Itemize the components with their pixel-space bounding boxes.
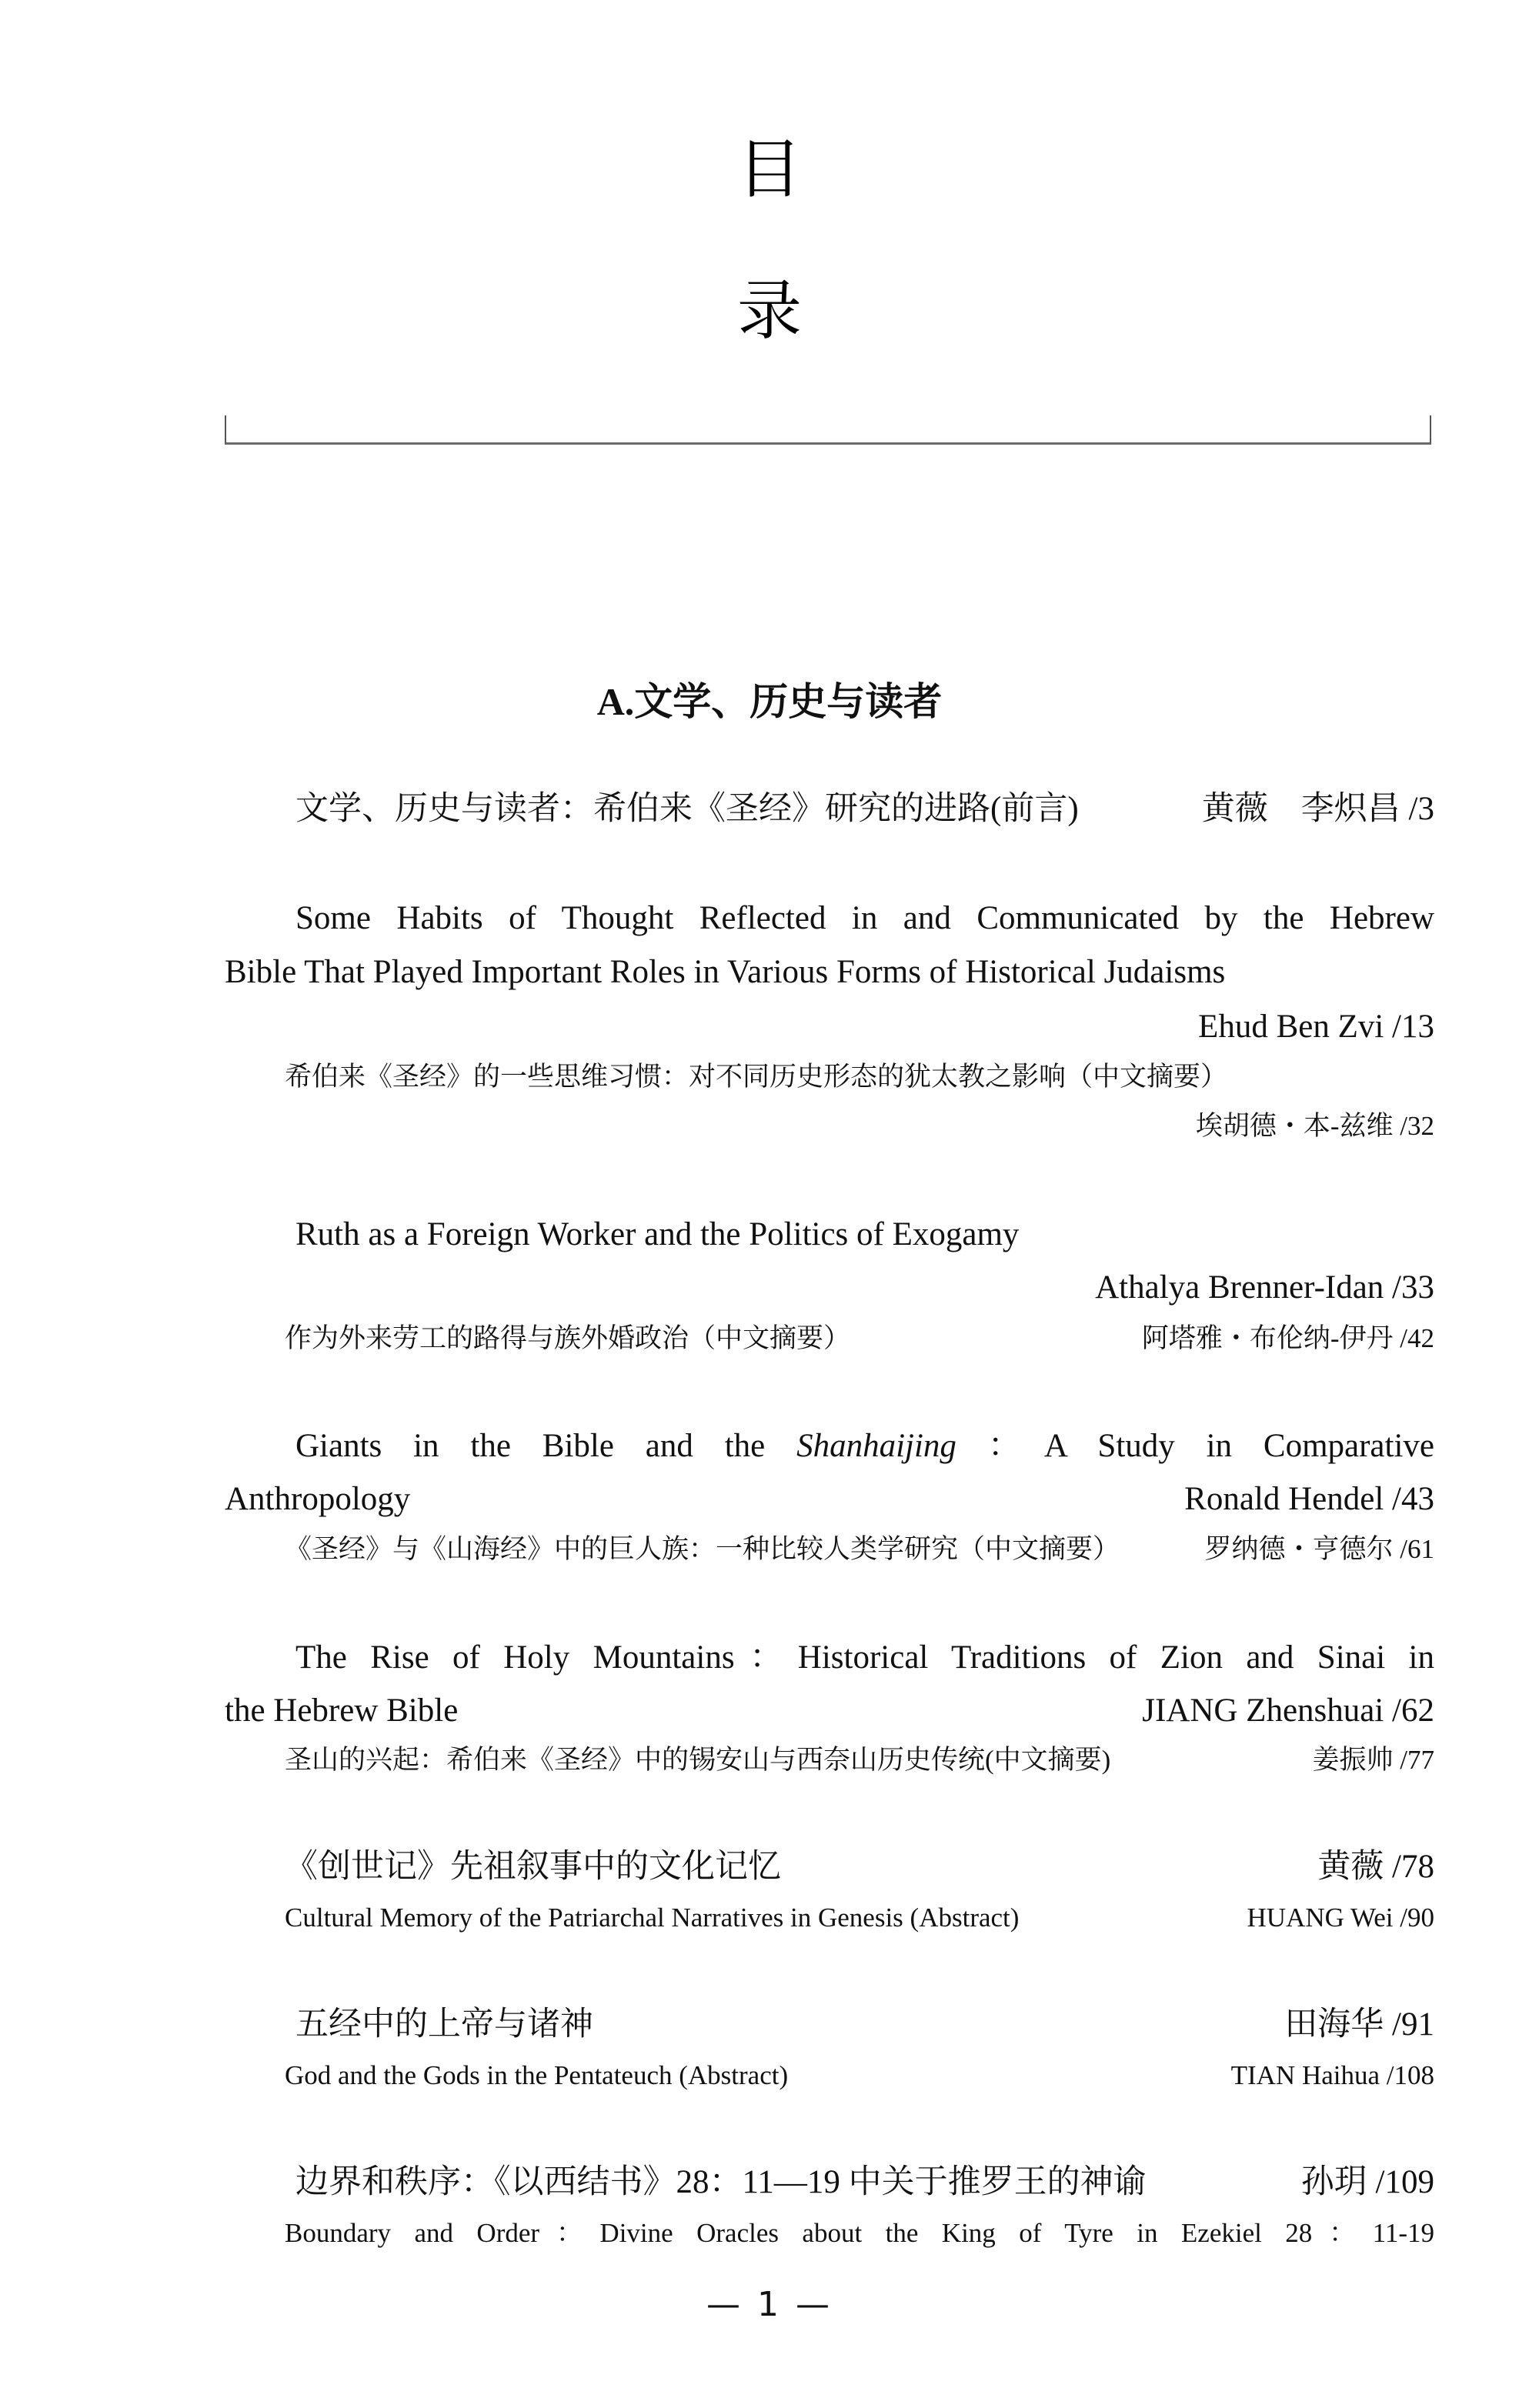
- abstract-row[interactable]: [225, 1536, 1434, 1563]
- entry-author: Ehud Ben Zvi /13: [1198, 1009, 1434, 1045]
- title-italic-part: Shanhaijing: [796, 1428, 956, 1464]
- entry-title-line-2: the Hebrew Bible: [225, 1693, 459, 1729]
- abstract-author: 埃胡德・本-兹维 /32: [1195, 1111, 1434, 1141]
- entry-title: 边界和秩序：《以西结书》28：11—19 中关于推罗王的神谕: [295, 2164, 1147, 2200]
- entry-title-line-2[interactable]: Bible That Played Important Roles in Various Forms of Historical Judaisms: [225, 954, 1226, 990]
- abstract-title: 圣山的兴起：希伯来《圣经》中的锡安山与西奈山历史传统(中文摘要): [285, 1745, 1111, 1775]
- toc-entry[interactable]: [225, 1850, 1434, 1883]
- entry-title: 《创世记》先祖叙事中的文化记忆: [285, 1849, 781, 1885]
- abstract-title: 《圣经》与《山海经》中的巨人族：一种比较人类学研究（中文摘要）: [285, 1534, 1120, 1564]
- toc-entry[interactable]: [225, 2008, 1434, 2041]
- entry-title-line-1[interactable]: The Rise of Holy Mountains：Historical Traditions of Zion and Sinai in: [295, 1639, 1434, 1676]
- abstract-title: Cultural Memory of the Patriarchal Narratives in Genesis (Abstract): [285, 1903, 1020, 1933]
- entry-author: JIANG Zhenshuai /62: [1142, 1693, 1434, 1729]
- abstract-title[interactable]: Boundary and Order：Divine Oracles about the King of Tyre in Ezekiel 28：11-19: [285, 2218, 1434, 2248]
- section-heading: A.文学、历史与读者: [596, 680, 943, 723]
- entry-title-line-1[interactable]: Some Habits of Thought Reflected in and Communicated by the Hebrew: [295, 900, 1434, 936]
- entry-author: 黄薇 李炽昌 /3: [1201, 791, 1434, 827]
- page-title-char-2: 录: [736, 273, 802, 349]
- toc-entry-row[interactable]: [225, 1694, 1434, 1727]
- abstract-title[interactable]: 希伯来《圣经》的一些思维习惯：对不同历史形态的犹太教之影响（中文摘要）: [285, 1062, 1228, 1092]
- toc-entry[interactable]: [225, 792, 1434, 825]
- entry-author: Athalya Brenner-Idan /33: [1095, 1269, 1434, 1306]
- entry-author: 黄薇 /78: [1317, 1849, 1434, 1885]
- title-part: Giants in the Bible and the: [295, 1428, 766, 1464]
- abstract-title: 作为外来劳工的路得与族外婚政治（中文摘要）: [285, 1323, 851, 1353]
- abstract-title: God and the Gods in the Pentateuch (Abstract): [285, 2060, 789, 2090]
- title-bracket-rule: [225, 415, 1431, 445]
- entry-author: Ronald Hendel /43: [1184, 1481, 1434, 1517]
- page-title-char-1: 目: [736, 132, 802, 207]
- toc-entry-row[interactable]: [225, 1482, 1434, 1516]
- abstract-author: 姜振帅 /77: [1312, 1745, 1434, 1775]
- entry-title: 五经中的上帝与诸神: [295, 2006, 593, 2043]
- abstract-author: 阿塔雅・布伦纳-伊丹 /42: [1141, 1323, 1434, 1353]
- page-number: — 1 —: [706, 2285, 833, 2324]
- entry-title: 文学、历史与读者：希伯来《圣经》研究的进路(前言): [295, 791, 1079, 827]
- title-part: ：A Study in Comparative: [987, 1428, 1434, 1464]
- abstract-row[interactable]: [225, 2062, 1434, 2089]
- entry-author: 孙玥 /109: [1300, 2164, 1434, 2200]
- abstract-row[interactable]: [225, 1325, 1434, 1352]
- abstract-row[interactable]: [225, 1746, 1434, 1773]
- entry-title[interactable]: Ruth as a Foreign Worker and the Politics of Exogamy: [295, 1216, 1020, 1252]
- abstract-author: 罗纳德・亨德尔 /61: [1204, 1534, 1434, 1564]
- entry-author: 田海华 /91: [1284, 2006, 1434, 2043]
- entry-title-line-1[interactable]: [225, 1429, 1434, 1462]
- abstract-author: TIAN Haihua /108: [1230, 2060, 1434, 2090]
- toc-entry[interactable]: [225, 2166, 1434, 2199]
- abstract-row[interactable]: [225, 1904, 1434, 1931]
- abstract-author: HUANG Wei /90: [1247, 1903, 1434, 1933]
- entry-title-line-2: Anthropology: [225, 1481, 411, 1517]
